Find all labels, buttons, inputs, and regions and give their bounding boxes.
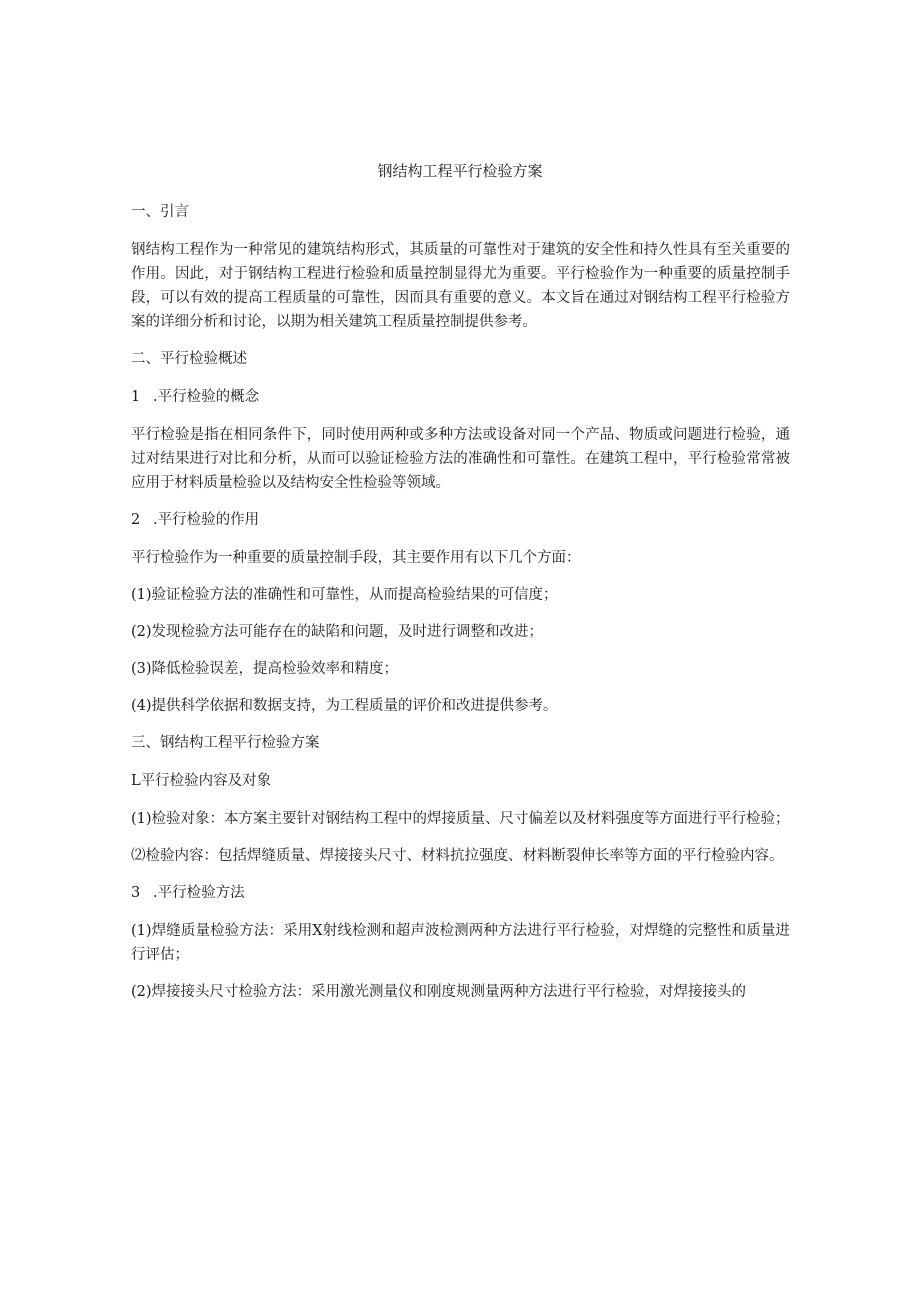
section-1-heading: 一、引言	[131, 204, 189, 220]
section-3-1-item-2: ⑵检验内容：包括焊缝质量、焊接接头尺寸、材料抗拉强度、材料断裂伸长率等方面的平行检验内容。	[131, 848, 784, 864]
section-2-1-number: 1	[131, 389, 141, 405]
section-3-3-number: 3	[131, 885, 141, 901]
section-3-heading: 三、钢结构工程平行检验方案	[131, 735, 320, 751]
section-3-3-heading	[131, 881, 790, 905]
section-2-1-heading-text: .平行检验的概念	[153, 389, 260, 405]
document-body	[131, 200, 790, 1017]
document-title: 钢结构工程平行检验方案	[377, 162, 543, 180]
section-2-2-item-3: (3)降低检验误差，提高检验效率和精度；	[131, 661, 399, 677]
section-3-1-heading: L平行检验内容及对象	[131, 773, 272, 789]
section-3-1-item-1: (1)检验对象：本方案主要针对钢结构工程中的焊接质量、尺寸偏差以及材料强度等方面进行平行检验；	[131, 811, 790, 827]
section-2-2-number: 2	[131, 512, 141, 528]
section-1-paragraph: 钢结构工程作为一种常见的建筑结构形式，其质量的可靠性对于建筑的安全性和持久性具有至关重要的作用。因此，对于钢结构工程进行检验和质量控制显得尤为重要。平行检验作为一种重要的质量控制手段，可以有效的提高工程质量的可靠性，因而具有重要的意义。本文旨在通过对钢结构工程平行检验方案的详细分析和讨论，以期为相关建筑工程质量控制提供参考。	[131, 242, 790, 330]
section-2-2-item-2: (2)发现检验方法可能存在的缺陷和问题，及时进行调整和改进；	[131, 624, 544, 640]
section-3-3-item-2: (2)焊接接头尺寸检验方法：采用激光测量仪和刚度规测量两种方法进行平行检验，对焊接接头的	[131, 984, 747, 1000]
section-2-1-heading	[131, 385, 790, 409]
section-2-2-intro: 平行检验作为一种重要的质量控制手段，其主要作用有以下几个方面：	[131, 550, 581, 566]
section-3-3-heading-text: .平行检验方法	[153, 885, 245, 901]
section-2-2-item-1: (1)验证检验方法的准确性和可靠性，从而提高检验结果的可信度；	[131, 587, 558, 603]
section-2-2-heading-text: .平行检验的作用	[153, 512, 260, 528]
section-2-heading: 二、平行检验概述	[131, 351, 247, 367]
section-2-2-heading	[131, 508, 790, 532]
section-2-2-item-4: (4)提供科学依据和数据支持，为工程质量的评价和改进提供参考。	[131, 698, 558, 714]
section-2-1-paragraph: 平行检验是指在相同条件下，同时使用两种或多种方法或设备对同一个产品、物质或问题进行检验，通过对结果进行对比和分析，从而可以验证检验方法的准确性和可靠性。在建筑工程中，平行检验常常被应用于材料质量检验以及结构安全性检验等领域。	[131, 427, 790, 491]
section-3-3-item-1: (1)焊缝质量检验方法：采用X射线检测和超声波检测两种方法进行平行检验，对焊缝的完整性和质量进行评估；	[131, 923, 790, 963]
